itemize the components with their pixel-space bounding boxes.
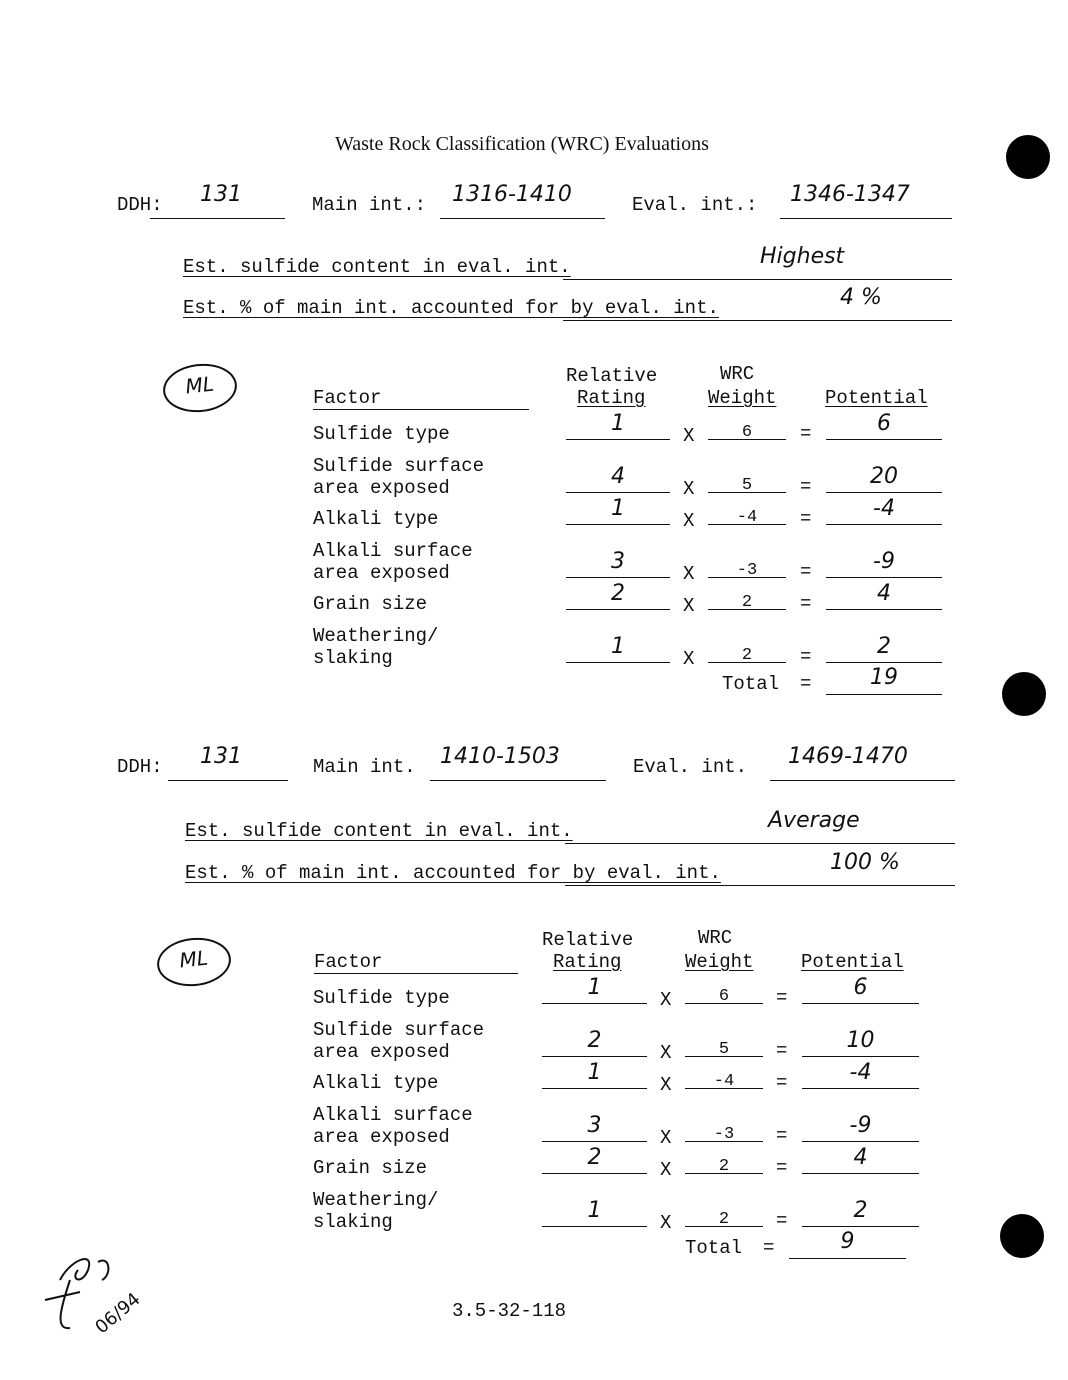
factor-label: area exposed — [313, 477, 450, 499]
rating-value: 3 — [611, 549, 625, 574]
equals-sign: = — [800, 646, 812, 668]
potential-header: Potential — [801, 951, 904, 973]
potential-value: -9 — [849, 1113, 872, 1138]
times-sign: X — [660, 1212, 672, 1234]
equals-sign: = — [776, 1125, 788, 1147]
rating-underline — [542, 1226, 647, 1227]
ddh-label: DDH: — [117, 756, 163, 778]
times-sign: X — [660, 1159, 672, 1181]
factor-label: Alkali surface — [313, 540, 473, 562]
potential-underline — [826, 524, 942, 525]
potential-value: 10 — [846, 1028, 875, 1053]
ddh-value: 131 — [200, 744, 242, 769]
sulfide-content-underline — [563, 279, 952, 280]
main-int-underline — [430, 780, 606, 781]
rating-underline — [566, 662, 670, 663]
weight-value: 5 — [718, 1040, 730, 1059]
rating-underline — [542, 1173, 647, 1174]
rating-value: 1 — [587, 975, 602, 1000]
times-sign: X — [683, 478, 695, 500]
total-underline — [789, 1258, 906, 1259]
sulfide-content-value: Highest — [760, 244, 845, 269]
factor-header-underline — [314, 973, 518, 974]
rating-underline — [566, 524, 670, 525]
weight-value: 2 — [741, 646, 753, 665]
rating-underline — [542, 1003, 647, 1004]
potential-underline — [826, 662, 942, 663]
binder-hole — [1006, 135, 1050, 179]
factor-label: slaking — [313, 1211, 393, 1233]
weight-header: Weight — [708, 387, 777, 409]
potential-value: 6 — [877, 411, 891, 436]
rating-value: 2 — [587, 1145, 602, 1170]
weight-value: 6 — [741, 423, 753, 442]
equals-sign: = — [776, 1072, 788, 1094]
potential-value: 20 — [870, 464, 898, 489]
times-sign: X — [683, 510, 695, 532]
main-int-value: 1316-1410 — [452, 182, 572, 207]
potential-underline — [802, 1003, 919, 1004]
times-sign: X — [660, 989, 672, 1011]
potential-underline — [802, 1173, 919, 1174]
binder-hole — [1000, 1214, 1044, 1258]
binder-hole — [1002, 672, 1046, 716]
factor-label: Grain size — [313, 1157, 428, 1179]
rating-value: 1 — [611, 496, 625, 521]
factor-label: area exposed — [313, 1126, 450, 1148]
factor-label: Grain size — [313, 593, 428, 615]
potential-header: Potential — [825, 387, 928, 409]
equals-sign: = — [800, 593, 812, 615]
factor-label: slaking — [313, 647, 393, 669]
factor-label: Sulfide type — [313, 987, 450, 1009]
relative-header: Relative — [566, 365, 658, 387]
times-sign: X — [683, 648, 695, 670]
eval-int-underline — [770, 780, 955, 781]
rating-value: 1 — [611, 634, 625, 659]
equals-sign: = — [776, 1157, 788, 1179]
wrc-header: WRC — [698, 927, 733, 949]
times-sign: X — [660, 1042, 672, 1064]
weight-value: 6 — [718, 987, 730, 1006]
ddh-value: 131 — [200, 182, 242, 207]
rating-value: 1 — [587, 1060, 602, 1085]
factor-label: Alkali type — [313, 508, 439, 530]
weight-value: -3 — [736, 561, 758, 580]
total-equals: = — [800, 673, 812, 695]
potential-underline — [802, 1056, 919, 1057]
rating-underline — [566, 492, 670, 493]
rating-underline — [542, 1088, 647, 1089]
factor-header: Factor — [314, 951, 383, 973]
factor-label: Weathering/ — [313, 625, 439, 647]
factor-label: Sulfide surface — [313, 1019, 485, 1041]
main-int-label: Main int.: — [312, 194, 427, 216]
factor-header-underline — [313, 409, 529, 410]
total-value: 19 — [870, 665, 898, 690]
rating-underline — [566, 439, 670, 440]
equals-sign: = — [800, 476, 812, 498]
svg-text:06/94: 06/94 — [91, 1288, 145, 1339]
rating-value: 1 — [611, 411, 625, 436]
rating-underline — [542, 1141, 647, 1142]
rating-underline — [566, 609, 670, 610]
relative-header: Relative — [542, 929, 634, 951]
page-number: 3.5-32-118 — [452, 1300, 567, 1322]
potential-value: 4 — [877, 581, 891, 606]
percent-main-underline — [565, 885, 955, 886]
potential-underline — [826, 577, 942, 578]
main-int-label: Main int. — [313, 756, 416, 778]
percent-main-label: Est. % of main int. accounted for by eval. int. — [185, 862, 721, 884]
sulfide-content-underline — [565, 843, 955, 844]
percent-main-value: 100 % — [830, 850, 900, 875]
equals-sign: = — [776, 1040, 788, 1062]
times-sign: X — [683, 595, 695, 617]
weight-value: 2 — [718, 1210, 730, 1229]
weight-value: 2 — [718, 1157, 730, 1176]
total-label: Total — [685, 1237, 743, 1259]
times-sign: X — [683, 563, 695, 585]
factor-label: Weathering/ — [313, 1189, 439, 1211]
factor-label: Alkali type — [313, 1072, 439, 1094]
eval-int-label: Eval. int. — [633, 756, 748, 778]
sulfide-content-label: Est. sulfide content in eval. int. — [183, 256, 571, 278]
potential-underline — [826, 609, 942, 610]
potential-value: -4 — [849, 1060, 872, 1085]
sulfide-content-value: Average — [768, 808, 860, 833]
percent-main-label: Est. % of main int. accounted for by eval. int. — [183, 297, 719, 319]
total-underline — [826, 694, 942, 695]
potential-underline — [826, 492, 942, 493]
page-title: Waste Rock Classification (WRC) Evaluations — [335, 133, 709, 155]
factor-label: area exposed — [313, 1041, 450, 1063]
percent-main-value: 4 % — [840, 285, 882, 310]
factor-label: Sulfide type — [313, 423, 450, 445]
potential-underline — [826, 439, 942, 440]
percent-main-underline — [563, 320, 952, 321]
weight-header: Weight — [685, 951, 754, 973]
equals-sign: = — [800, 508, 812, 530]
potential-value: 6 — [853, 975, 868, 1000]
rating-value: 3 — [587, 1113, 602, 1138]
potential-value: -9 — [873, 549, 895, 574]
eval-int-underline — [780, 218, 952, 219]
ddh-label: DDH: — [117, 194, 163, 216]
weight-value: -4 — [713, 1072, 735, 1091]
sulfide-content-label: Est. sulfide content in eval. int. — [185, 820, 573, 842]
weight-value: -4 — [736, 508, 758, 527]
equals-sign: = — [776, 987, 788, 1009]
total-label: Total — [722, 673, 780, 695]
main-int-value: 1410-1503 — [440, 744, 560, 769]
potential-value: 2 — [877, 634, 891, 659]
ddh-underline — [168, 780, 288, 781]
eval-int-value: 1346-1347 — [790, 182, 910, 207]
initials-signature — [40, 1240, 170, 1350]
rating-value: 4 — [611, 464, 625, 489]
rating-header: Rating — [577, 387, 646, 409]
factor-label: Sulfide surface — [313, 455, 485, 477]
total-value: 9 — [840, 1229, 855, 1254]
eval-int-value: 1469-1470 — [788, 744, 908, 769]
factor-label: area exposed — [313, 562, 450, 584]
potential-value: -4 — [873, 496, 895, 521]
rating-value: 2 — [587, 1028, 602, 1053]
times-sign: X — [660, 1127, 672, 1149]
times-sign: X — [683, 425, 695, 447]
wrc-header: WRC — [720, 363, 755, 385]
weight-value: 2 — [741, 593, 753, 612]
ml-circle-mark — [155, 934, 234, 989]
potential-value: 2 — [853, 1198, 868, 1223]
potential-underline — [802, 1226, 919, 1227]
times-sign: X — [660, 1074, 672, 1096]
rating-header: Rating — [553, 951, 622, 973]
rating-underline — [566, 577, 670, 578]
ml-mark-text: ML — [178, 945, 210, 973]
total-equals: = — [763, 1237, 775, 1259]
rating-value: 2 — [611, 581, 625, 606]
rating-value: 1 — [587, 1198, 602, 1223]
weight-value: -3 — [713, 1125, 735, 1144]
potential-value: 4 — [853, 1145, 868, 1170]
ml-mark-text: ML — [184, 371, 216, 399]
equals-sign: = — [800, 561, 812, 583]
ddh-underline — [150, 218, 285, 219]
eval-int-label: Eval. int.: — [632, 194, 758, 216]
ml-circle-mark — [161, 360, 240, 415]
rating-underline — [542, 1056, 647, 1057]
potential-underline — [802, 1088, 919, 1089]
weight-value: 5 — [741, 476, 753, 495]
equals-sign: = — [800, 423, 812, 445]
main-int-underline — [440, 218, 605, 219]
potential-underline — [802, 1141, 919, 1142]
equals-sign: = — [776, 1210, 788, 1232]
factor-header: Factor — [313, 387, 382, 409]
factor-label: Alkali surface — [313, 1104, 473, 1126]
